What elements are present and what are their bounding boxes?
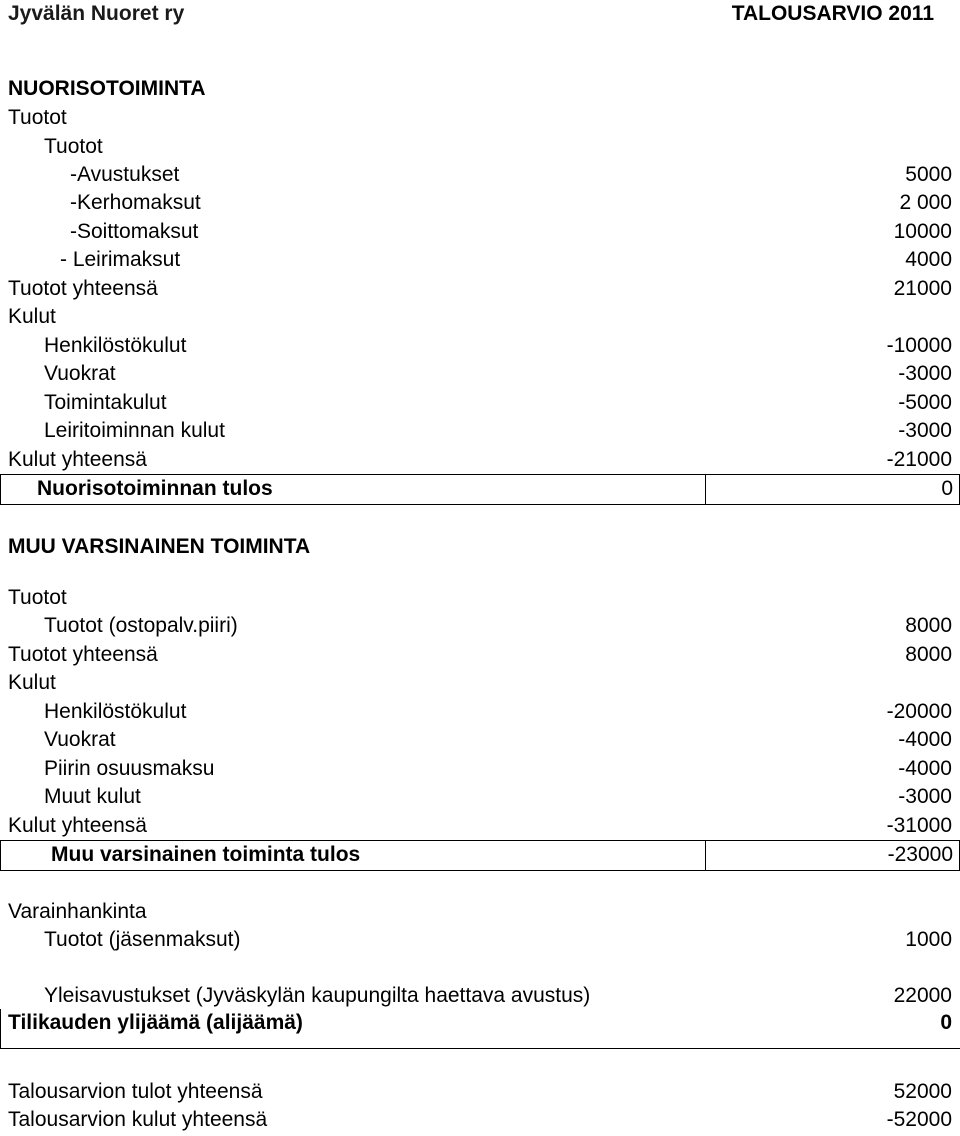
item-value: -3000 bbox=[898, 419, 952, 442]
budget-row bbox=[0, 783, 960, 811]
summary-value: 52000 bbox=[893, 1080, 952, 1103]
item-label: -Kerhomaksut bbox=[70, 191, 201, 214]
cell-divider bbox=[705, 475, 706, 504]
result-label: Nuorisotoiminnan tulos bbox=[37, 477, 273, 500]
budget-row bbox=[0, 360, 960, 388]
category-row bbox=[0, 669, 960, 697]
item-label: Tuotot (ostopalv.piiri) bbox=[44, 614, 238, 637]
total-value: -31000 bbox=[886, 814, 952, 837]
item-value: -10000 bbox=[886, 334, 952, 357]
summary-row bbox=[0, 1078, 960, 1106]
summary-label: Talousarvion kulut yhteensä bbox=[8, 1108, 268, 1131]
left-border bbox=[0, 1009, 1, 1049]
item-value: -4000 bbox=[898, 728, 952, 751]
budget-row bbox=[0, 189, 960, 217]
budget-row bbox=[0, 982, 960, 1010]
budget-row bbox=[0, 726, 960, 754]
item-label: Henkilöstökulut bbox=[44, 334, 187, 357]
subcategory-label: Tuotot bbox=[44, 135, 103, 158]
item-label: Yleisavustukset (Jyväskylän kaupungilta haettava avustus) bbox=[44, 984, 591, 1007]
item-label: Vuokrat bbox=[44, 728, 116, 751]
item-value: 1000 bbox=[905, 928, 952, 951]
item-label: Tuotot (jäsenmaksut) bbox=[44, 928, 241, 951]
item-value: -20000 bbox=[886, 700, 952, 723]
category-row bbox=[0, 104, 960, 132]
budget-row bbox=[0, 417, 960, 445]
budget-row bbox=[0, 389, 960, 417]
item-label: -Soittomaksut bbox=[70, 220, 199, 243]
cell-divider bbox=[705, 841, 706, 870]
section-title: MUU VARSINAINEN TOIMINTA bbox=[8, 535, 311, 558]
item-label: Muut kulut bbox=[44, 785, 141, 808]
total-label: Tuotot yhteensä bbox=[8, 643, 158, 666]
summary-value: -52000 bbox=[886, 1108, 952, 1131]
item-value: -5000 bbox=[898, 391, 952, 414]
category-label: Tuotot bbox=[8, 586, 67, 609]
total-label: Tuotot yhteensä bbox=[8, 277, 158, 300]
tilikausi-value: 0 bbox=[940, 1011, 952, 1034]
item-value: 5000 bbox=[905, 163, 952, 186]
total-value: -21000 bbox=[886, 448, 952, 471]
result-row-nuoriso bbox=[0, 474, 960, 505]
total-row bbox=[0, 446, 960, 474]
category-label: Varainhankinta bbox=[8, 900, 147, 923]
total-label: Kulut yhteensä bbox=[8, 448, 147, 471]
result-value: 0 bbox=[941, 477, 953, 500]
subcategory-row bbox=[0, 133, 960, 161]
org-name: Jyvälän Nuoret ry bbox=[8, 2, 185, 25]
total-row bbox=[0, 275, 960, 303]
item-label: Toimintakulut bbox=[44, 391, 167, 414]
total-row bbox=[0, 812, 960, 840]
item-value: 2 000 bbox=[899, 191, 952, 214]
item-value: 10000 bbox=[893, 220, 952, 243]
total-row bbox=[0, 641, 960, 669]
budget-row bbox=[0, 218, 960, 246]
budget-row bbox=[0, 698, 960, 726]
summary-label: Talousarvion tulot yhteensä bbox=[8, 1080, 263, 1103]
category-row bbox=[0, 584, 960, 612]
total-value: 21000 bbox=[893, 277, 952, 300]
category-label: Kulut bbox=[8, 305, 56, 328]
header-row bbox=[0, 0, 960, 28]
category-row bbox=[0, 898, 960, 926]
section-heading-nuoriso bbox=[0, 75, 960, 103]
total-label: Kulut yhteensä bbox=[8, 814, 147, 837]
bottom-border bbox=[0, 1048, 960, 1049]
category-label: Tuotot bbox=[8, 106, 67, 129]
budget-row bbox=[0, 246, 960, 274]
result-label: Muu varsinainen toiminta tulos bbox=[51, 843, 361, 866]
item-value: 4000 bbox=[905, 248, 952, 271]
budget-row bbox=[0, 161, 960, 189]
tilikausi-row bbox=[0, 1009, 960, 1049]
budget-row bbox=[0, 612, 960, 640]
result-value: -23000 bbox=[887, 843, 953, 866]
budget-row bbox=[0, 332, 960, 360]
summary-row bbox=[0, 1106, 960, 1134]
budget-row bbox=[0, 755, 960, 783]
item-label: Piirin osuusmaksu bbox=[44, 757, 215, 780]
doc-title: TALOUSARVIO 2011 bbox=[731, 2, 934, 25]
item-value: -4000 bbox=[898, 757, 952, 780]
item-label: Vuokrat bbox=[44, 362, 116, 385]
total-value: 8000 bbox=[905, 643, 952, 666]
item-label: Henkilöstökulut bbox=[44, 700, 187, 723]
result-row-muu bbox=[0, 840, 960, 871]
item-label: - Leirimaksut bbox=[60, 248, 181, 271]
category-row bbox=[0, 303, 960, 331]
item-value: 8000 bbox=[905, 614, 952, 637]
item-label: Leiritoiminnan kulut bbox=[44, 419, 225, 442]
item-label: -Avustukset bbox=[70, 163, 180, 186]
budget-row bbox=[0, 926, 960, 954]
tilikausi-label: Tilikauden ylijäämä (alijäämä) bbox=[8, 1011, 303, 1034]
item-value: -3000 bbox=[898, 785, 952, 808]
section-title: NUORISOTOIMINTA bbox=[8, 77, 206, 100]
item-value: 22000 bbox=[893, 984, 952, 1007]
category-label: Kulut bbox=[8, 671, 56, 694]
section-heading-muu bbox=[0, 533, 960, 561]
item-value: -3000 bbox=[898, 362, 952, 385]
